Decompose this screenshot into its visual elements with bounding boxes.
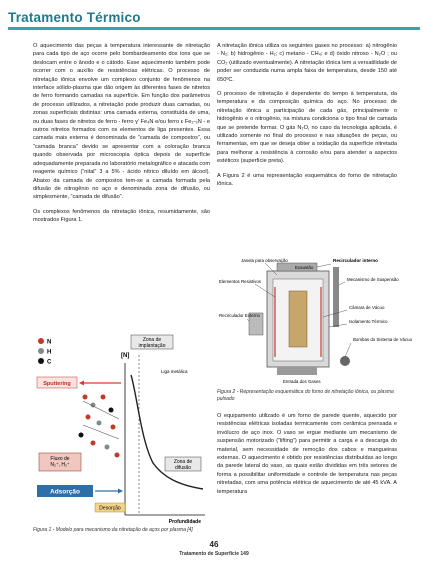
label-recirculador-externo: Recirculador Externo xyxy=(219,313,260,318)
figure-2-diagram xyxy=(217,257,413,385)
figure-2-caption: Figura 2 - Representação esquemática do forno de nitretação iônica, ou plasma pulsado xyxy=(217,389,394,402)
adsorcao-arrowhead xyxy=(118,489,123,494)
label-bombas-sistema-vacuo: Bombas do Sistema de Vácuo xyxy=(353,337,413,342)
figure-1 xyxy=(33,335,208,525)
suspension-mast xyxy=(333,267,339,327)
label-recirculador-interno: Recirculador interno xyxy=(333,258,378,263)
footer-brand: Tratamento de Superfície 149 xyxy=(179,551,249,557)
label-mecanismo-suspensao: Mecanismo de Suspensão xyxy=(347,277,399,282)
vacuum-pump xyxy=(340,356,350,366)
diffusion-curve xyxy=(131,375,203,489)
figure-1-diagram xyxy=(33,335,208,525)
furnace-base xyxy=(277,367,317,375)
figure-2 xyxy=(217,257,413,385)
legend-c: C xyxy=(47,359,52,366)
liga-metalica-label: Liga metálica xyxy=(161,369,188,374)
zone-diffusion-label: Zona de difusão xyxy=(173,459,193,471)
left-paragraph-1: O aquecimento das peças à temperatura interessante de nitretação para cada tipo de aço ocorre pelo bombardeamento dos íons que se deslocam entre o ânodo e o cátodo. Esse aquecimento também pode ocorrer com o auxílio de resistências elétricas. O processo de nitretação iônica envolve um complexo conjunto de fenômenos na interface sólido-plasma que dão origem às diferentes fases de nitretos de ferro formando camadas na superfície. Em função dos parâmetros de processo utilizados, a nitretação pode produzir duas camadas, ou zonas superficiais distintas: uma camada externa, constituída de uma, ou duas fases de nitretos de ferro - ferro γ' Fe₄N e/ou ferro ε Fe₂-₃N - e outros nitretos formados com os elementos de liga presentes. Essa camada mais externa é denominada de “camada de compostos”, ou “camada branca” devido se apresentar com a coloração branca quando observada por microscopia óptica depois de superfície adequadamente preparada no laboratório metalográfico e atacada com reagente químico (“nital” 3 a 5% - ácido nítrico diluído em álcool). Abaixo da camada de compostos tem-se a camada formada pela difusão de nitrogênio no aço e denominada zona de difusão, ou simplesmente, “camada de difusão”. xyxy=(33,43,210,201)
left-paragraph-2: Os complexos fenômenos da nitretação iônica, resumidamente, são mostrados Figura 1. xyxy=(33,208,210,224)
label-camara-vacuo: Câmara de Vácuo xyxy=(349,305,385,310)
profundidade-label: Profundidade xyxy=(168,519,201,525)
right-paragraph-1: A nitretação iônica utiliza os seguintes gases no processo: a) nitrogênio - N₂; b) hidrogênio - H₂; c) metano - CH₄; e d) óxido nitroso - N₂O ; ou CO₂ (utilizado eventualmente). A nitretação iônica tem a versatilidade de poder ser conduzida numa ampla faixa de temperatura, desde 150 até 650ºC. xyxy=(217,43,397,83)
right-paragraph-2: O processo de nitretação é dependente do tempo à temperatura, da temperatura e da composição química do aço. No processo de nitretação iônica a participação de cada gás, principalmente o hidrogênio e o nitrogênio, na mistura condiciona o tipo final de camada que se pretende formar. O gás N₂O, no caso da tecnologia aplicada, é utilizado somente no final do processo e nas situações de peças, ou ferramentas, em que se deseja obter a oxidação da superfície nitretada para melhorar a resistência à corrosão e/ou para atender a aspectos estéticos (superfície preta). xyxy=(217,91,397,165)
header-rule xyxy=(8,27,420,30)
page-number: 46 xyxy=(209,540,219,549)
legend-n-dot xyxy=(38,338,44,344)
right-column xyxy=(217,42,397,195)
zone-implant-label: Zona de implantação xyxy=(138,337,166,349)
adsorcao-label: Adsorção xyxy=(50,488,80,496)
particle-cloud xyxy=(79,395,120,458)
plasma-flux-label: Fluxo de N₂⁺, H₂⁺ xyxy=(50,456,70,468)
right-paragraph-4: O equipamento utilizado é um forno de parede quente, aquecido por resistências elétricas isoladas termicamente com cerâmica prensada e invólucro de aço inox. O vaso se ergue mediante um mecanismo de suspensão motorizado (“lifting”) para permitir a carga e a descarga do material, sem necessidade de remoção dos cabos e mangueiras externas. O aquecimento é obtido por resistências distribuídas ao longo da parede lateral do vaso, as quais estão divididas em três setores de forma a possibilitar uniformidade e controle de temperatura nas peças nitretadas, com uma potência elétrica de aquecimento de até 45 kVA. A temperatura xyxy=(217,413,397,495)
axis-n-label: [N] xyxy=(121,353,130,359)
right-column-lower xyxy=(217,412,397,502)
legend-c-dot xyxy=(38,358,44,364)
legend-n: N xyxy=(47,339,52,346)
sputtering-arrowhead xyxy=(79,381,84,386)
label-entrada-gases: Entrada dos Gases xyxy=(283,379,321,384)
page-header-title: Tratamento Térmico xyxy=(8,10,141,25)
legend-h-dot xyxy=(38,348,44,354)
desorcao-label: Desorção xyxy=(99,505,121,512)
sputtering-label: Sputtering xyxy=(43,381,71,387)
right-paragraph-3: A Figura 2 é uma representação esquemática do forno de nitretação iônica. xyxy=(217,172,397,188)
left-column xyxy=(33,42,210,231)
figure-1-caption: Figura 1 - Modelo para mecanismo da nitretação de aços por plasma [4] xyxy=(33,527,193,533)
label-elementos-resistivos: Elementos Resistivos xyxy=(219,279,261,284)
label-isolamento-termico: Isolamento Térmico xyxy=(349,319,388,324)
workpiece-load xyxy=(289,291,307,347)
legend-h: H xyxy=(47,349,52,356)
label-janela: Janela para observação xyxy=(241,258,288,263)
label-exaustao: Exaustão xyxy=(295,265,314,270)
